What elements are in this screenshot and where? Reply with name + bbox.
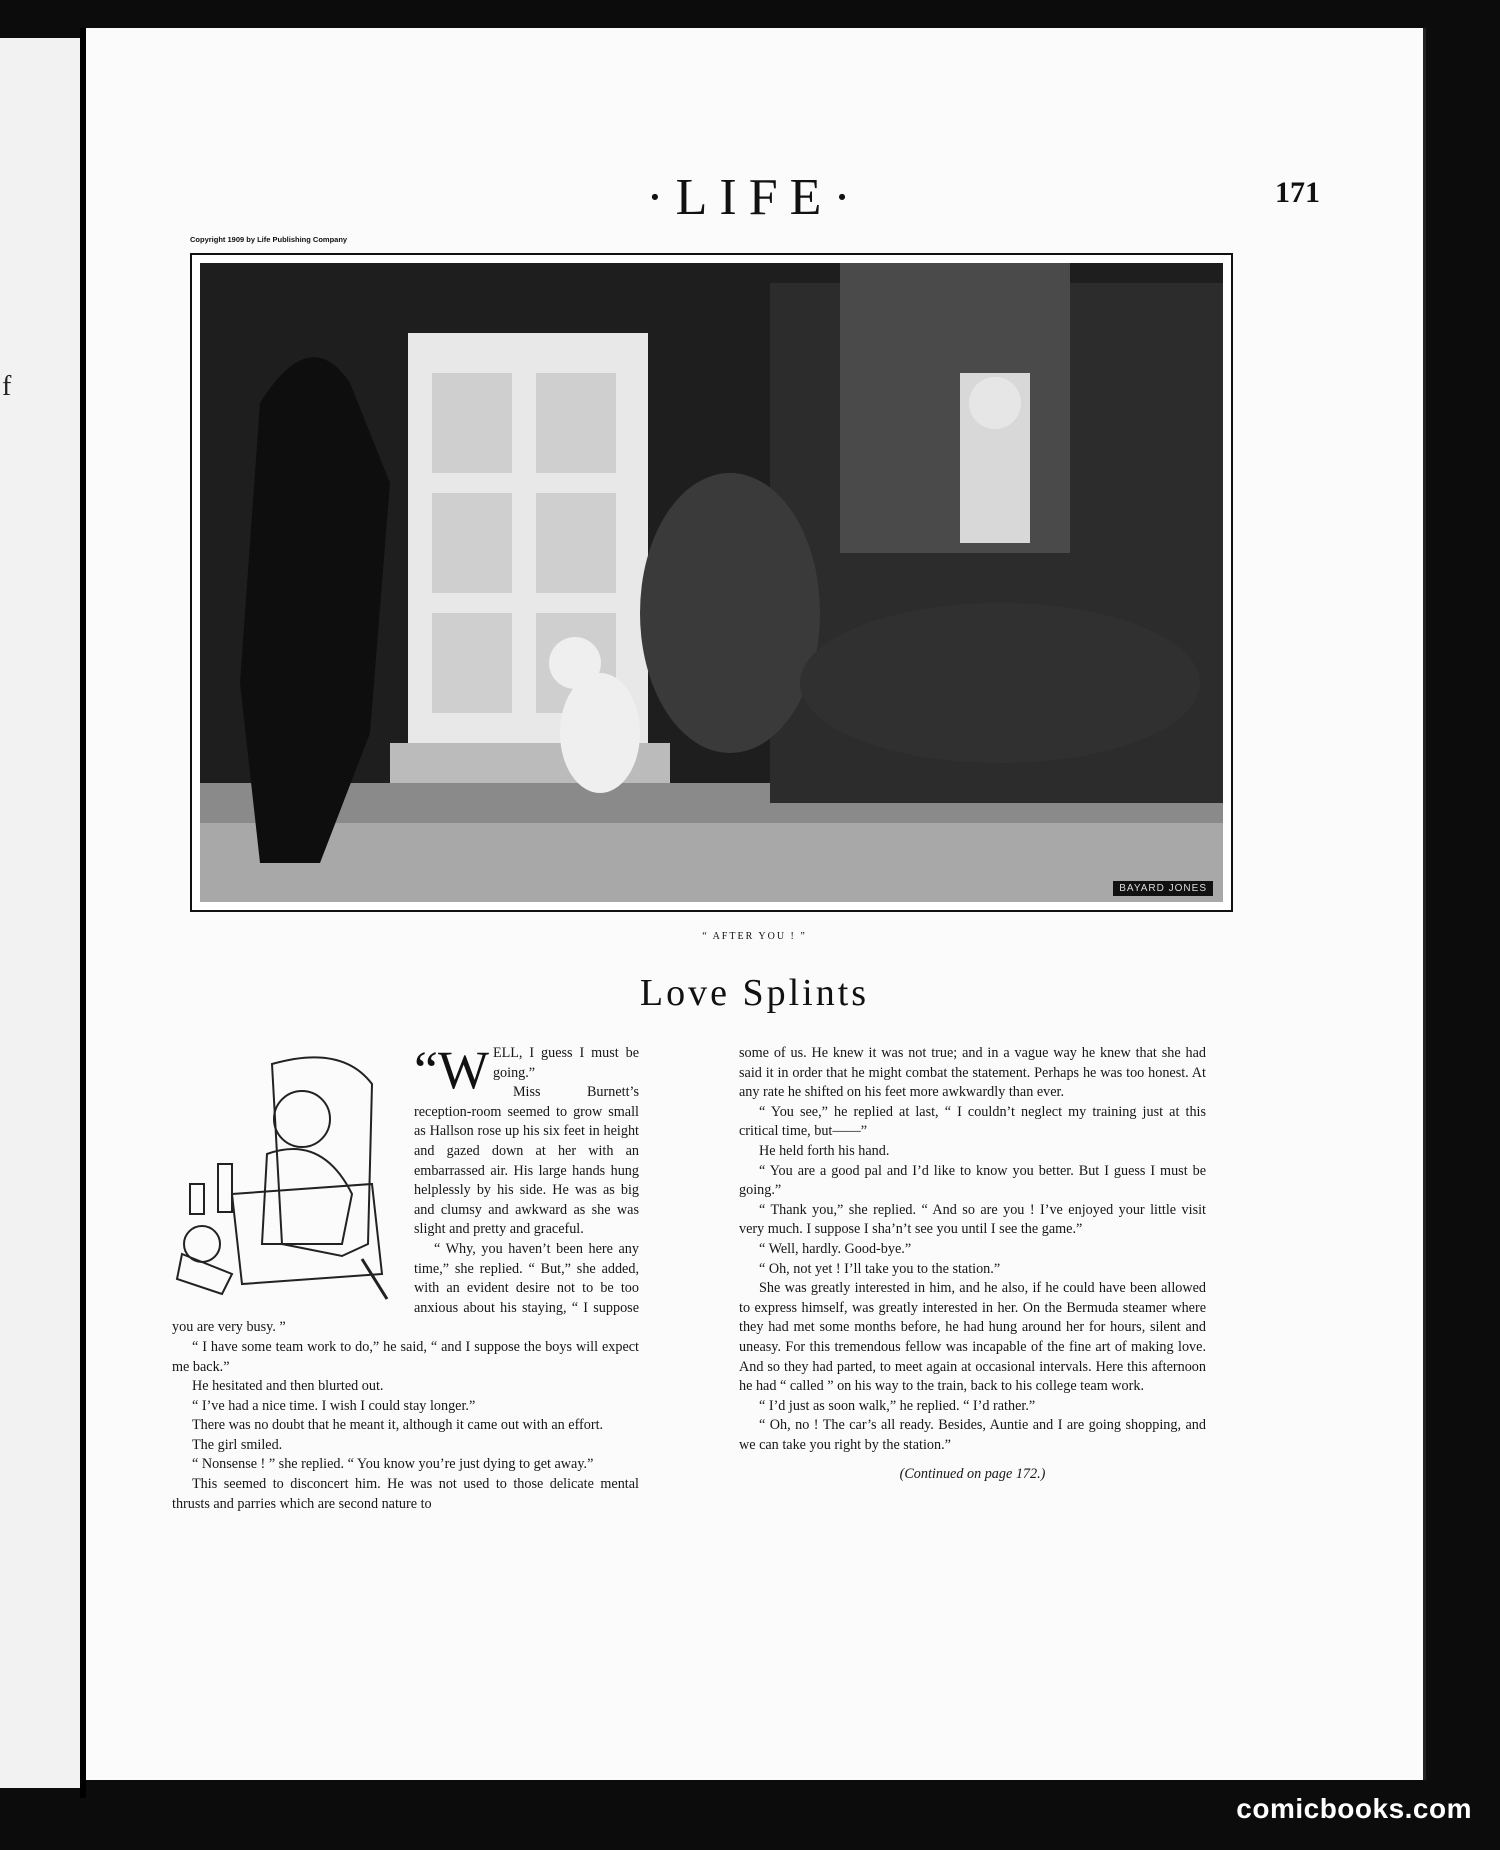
paragraph: The girl smiled. xyxy=(192,1436,283,1453)
paragraph: “ Nonsense ! ” she replied. “ You know you’re just dying to get away.” xyxy=(192,1456,594,1473)
paragraph: “ Thank you,” she replied. “ And so are you ! I’ve enjoyed your little visit very much. I suppose I sha’n’t see you until I see the game.” xyxy=(739,1201,1206,1238)
paragraph: “ You are a good pal and I’d like to know you better. But I guess I must be going.” xyxy=(739,1162,1206,1199)
paragraph: “ I have some team work to do,” he said, “ and I suppose the boys will expect me back.” xyxy=(172,1338,639,1375)
paragraph: “ Oh, not yet ! I’ll take you to the station.” xyxy=(759,1260,1001,1277)
illustration-frame xyxy=(190,253,1233,912)
paragraph: She was greatly interested in him, and he also, if he could have been allowed to express himself, was greatly interested in her. On the Bermuda steamer where they had met some months before, he had hung around her for hours, silent and uneasy. For this tremendous fellow was incapable of the fine art of making love. And so they had parted, to meet again at occasional intervals. Here this afternoon he had “ called ” on his way to the train, back to his college team work. xyxy=(739,1280,1206,1395)
paragraph: “ I’d just as soon walk,” he replied. “ I’d rather.” xyxy=(759,1397,1036,1414)
masthead: ·LIFE· xyxy=(646,169,863,226)
paragraph: “ Well, hardly. Good-bye.” xyxy=(759,1240,912,1257)
article-column-left xyxy=(172,1040,639,1514)
paragraph: some of us. He knew it was not true; and in a vague way he knew that she had said it in order that he might combat the statement. Perhaps he was too honest. At any rate he shifted on his feet more awkwardly than ever. xyxy=(739,1045,1206,1101)
page-number: 171 xyxy=(1275,176,1320,209)
paragraph: He held forth his hand. xyxy=(759,1142,890,1159)
paragraph: Miss Burnett’s reception-room seemed to grow small as Hallson rose up his six feet in height and gazed down at her with an embarrassed air. His large hands hung helplessly by his side. He was as big and clumsy and awkward as she was slight and pretty and graceful. xyxy=(414,1084,639,1238)
left-page-edge xyxy=(0,38,82,1788)
paragraph: There was no doubt that he meant it, although it came out with an effort. xyxy=(192,1417,604,1434)
paragraph: This seemed to disconcert him. He was not used to those delicate mental thrusts and parries which are second nature to xyxy=(172,1476,639,1512)
paragraph: “ You see,” he replied at last, “ I couldn’t neglect my training just at this critical time, but——” xyxy=(739,1103,1206,1140)
paragraph: “ Oh, no ! The car’s all ready. Besides, Auntie and I are going shopping, and we can take you right by the station.” xyxy=(739,1417,1206,1453)
sick-child-illustration xyxy=(172,1044,404,1306)
copyright-line: Copyright 1909 by Life Publishing Company xyxy=(190,235,348,244)
paragraph: “ I’ve had a nice time. I wish I could stay longer.” xyxy=(192,1397,476,1414)
illustration-caption: “ AFTER YOU ! ” xyxy=(702,931,807,942)
site-watermark: comicbooks.com xyxy=(1236,1793,1472,1824)
paragraph: He hesitated and then blurted out. xyxy=(192,1378,384,1395)
drop-cap: “W xyxy=(414,1040,489,1100)
paragraph: ELL, I guess I must be going.” xyxy=(492,1045,639,1081)
left-page-letter-fragment: f xyxy=(2,371,12,402)
continued-note: (Continued on page 172.) xyxy=(899,1466,1046,1483)
magazine-page xyxy=(86,28,1426,1780)
illustration-image xyxy=(200,263,1223,902)
artist-signature: BAYARD JONES xyxy=(1113,881,1213,896)
paragraph: “ Why, you haven’t been here any time,” she replied. “ But,” she added, with an evident desire not to be too anxious about his staying, “ I suppose you are very busy. ” xyxy=(172,1240,639,1336)
article-title: Love Splints xyxy=(639,972,870,1014)
article-column-right xyxy=(739,1044,1206,1485)
